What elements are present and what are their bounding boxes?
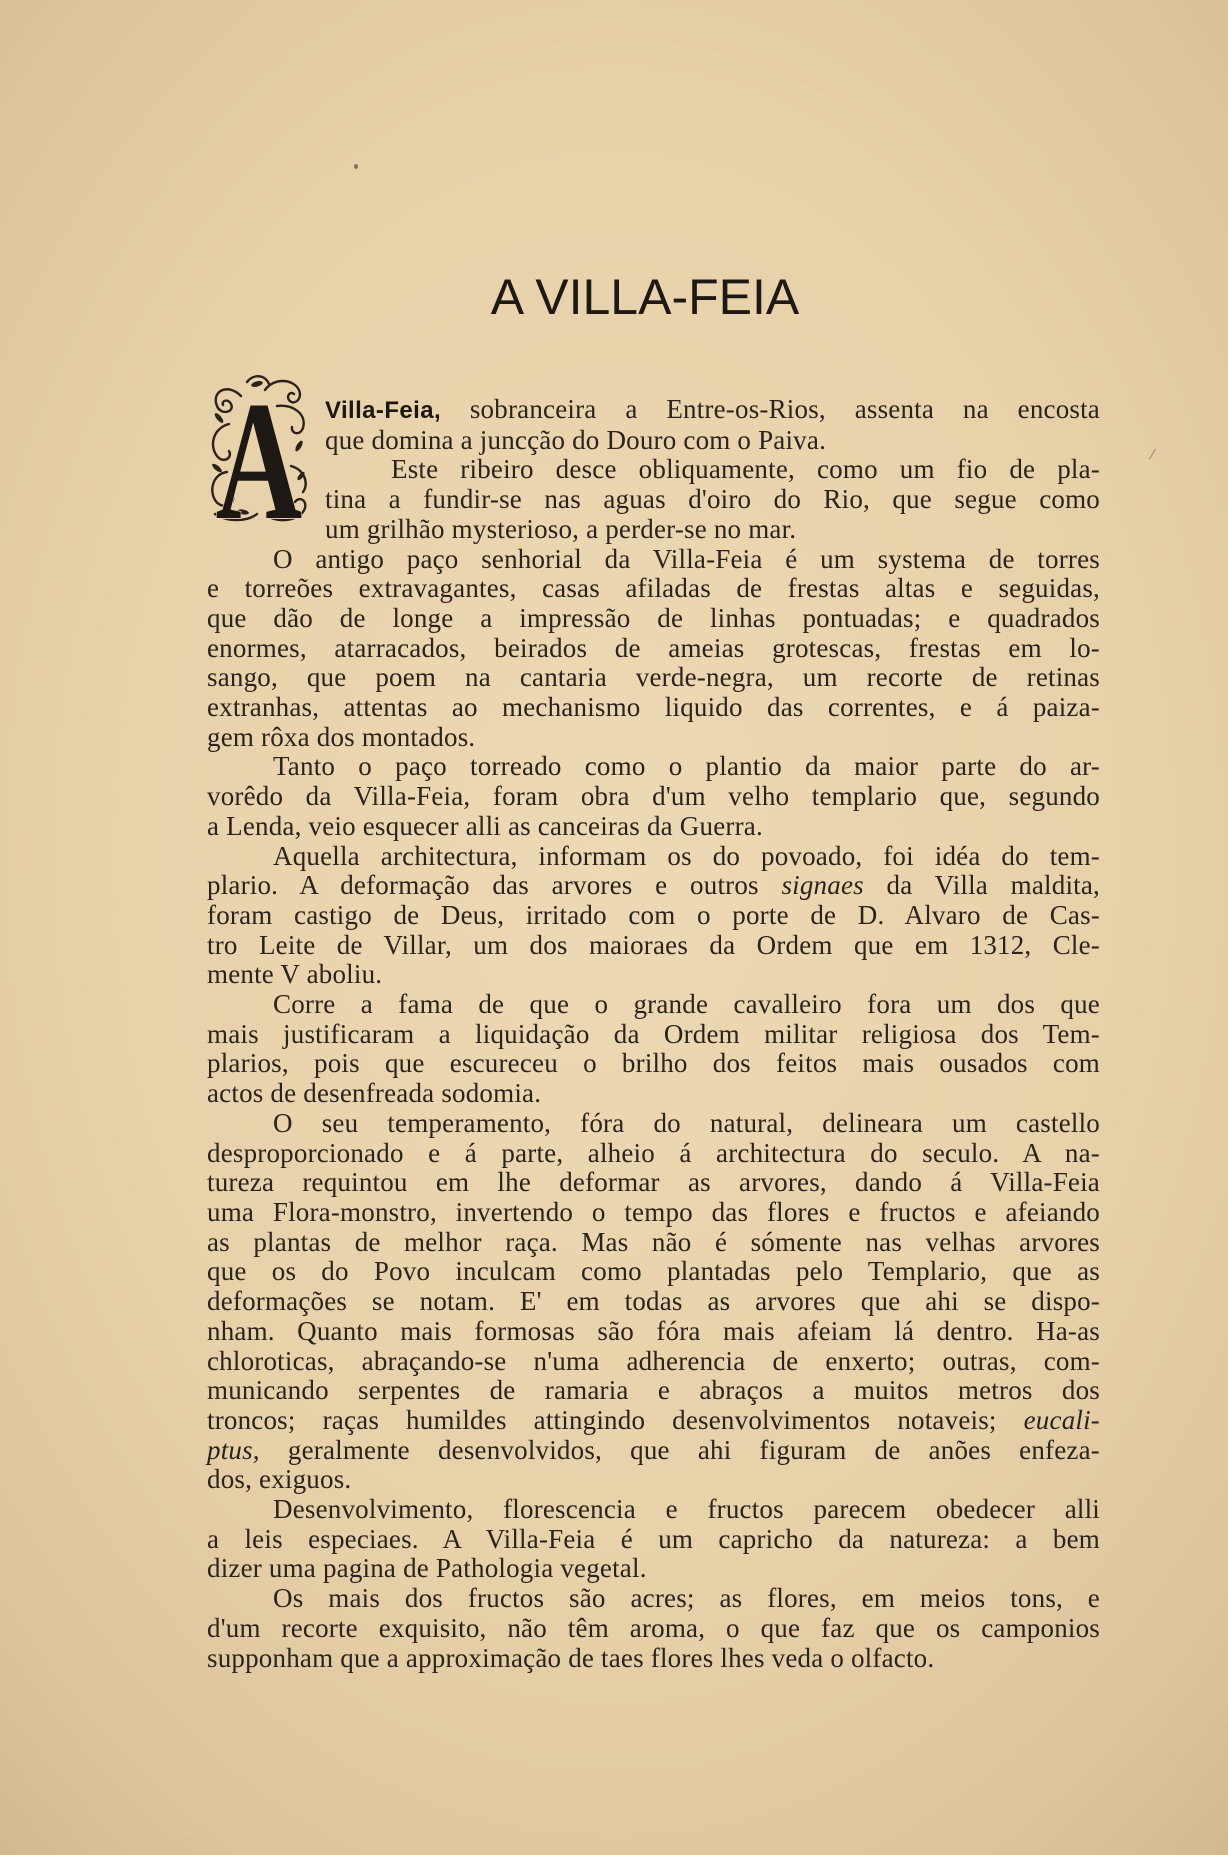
text-line: uma Flora-monstro, invertendo o tempo das flores e fructos e afeiando	[207, 1196, 1100, 1227]
paragraph	[207, 842, 1100, 991]
text-line: Aquella architectura, informam os do povoado, foi idéa do tem-	[273, 840, 1100, 871]
text-line: d'um recorte exquisito, não têm aroma, o que faz que os camponios	[207, 1612, 1100, 1643]
paragraph	[207, 1109, 1100, 1495]
drop-cap-letter: A	[215, 366, 303, 556]
text-line: um grilhão mysterioso, a perder-se no mar.	[325, 513, 797, 544]
text-line: O seu temperamento, fóra do natural, delineara um castello	[273, 1107, 1100, 1138]
text-line: deformações se notam. E' em todas as arvores que ahi se dispo-	[207, 1286, 1100, 1317]
text-line: extranhas, attentas ao mechanismo liquido das correntes, e á paiza-	[207, 692, 1100, 723]
text-line: que dão de longe a impressão de linhas pontuadas; e quadrados	[207, 602, 1100, 633]
paragraph	[207, 1584, 1100, 1673]
paragraph	[207, 545, 1100, 753]
drop-cap-ornament	[207, 366, 311, 556]
text-line: O antigo paço senhorial da Villa-Feia é um systema de torres	[273, 543, 1100, 574]
text-run: troncos; raças humildes attingindo desenvolvimentos notaveis;	[207, 1404, 1024, 1435]
drop-cap	[207, 366, 325, 556]
body-text	[207, 366, 1101, 1673]
text-line	[207, 395, 1100, 426]
text-line: foram castigo de Deus, irritado com o porte de D. Alvaro de Cas-	[207, 899, 1100, 930]
text-line: Os mais dos fructos são acres; as flores, em meios tons, e	[273, 1583, 1100, 1614]
text-line: Desenvolvimento, florescencia e fructos parecem obedecer alli	[273, 1494, 1100, 1525]
text-line	[207, 1406, 1100, 1436]
text-line: dizer uma pagina de Pathologia vegetal.	[207, 1553, 647, 1584]
text-line: gem rôxa dos montados.	[207, 721, 476, 752]
text-line: Tanto o paço torreado como o plantio da maior parte do ar-	[273, 751, 1100, 782]
text-line: a Lenda, veio esquecer alli as canceiras da Guerra.	[207, 810, 763, 841]
text-line: as plantas de melhor raça. Mas não é sómente nas velhas arvores	[207, 1226, 1100, 1257]
text-line: vorêdo da Villa-Feia, foram obra d'um velho templario que, segundo	[207, 781, 1100, 812]
text-run: plario. A deformação das arvores e outros	[207, 870, 782, 901]
text-line: Este ribeiro desce obliquamente, como um fio de pla-	[391, 454, 1100, 485]
paragraph	[207, 1495, 1100, 1584]
text-line: e torreões extravagantes, casas afiladas de frestas altas e seguidas,	[207, 573, 1100, 604]
text-line: enormes, atarracados, beirados de ameias grotescas, frestas em lo-	[207, 632, 1100, 663]
text-line: tureza requintou em lhe deformar as arvores, dando á Villa-Feia	[207, 1167, 1100, 1198]
text-run: sobranceira a Entre-os-Rios, assenta na encosta	[441, 394, 1100, 424]
text-line: chloroticas, abraçando-se n'uma adherencia de enxerto; outras, com-	[207, 1345, 1100, 1376]
text-run: da Villa maldita,	[863, 870, 1101, 901]
text-line: a leis especiaes. A Villa-Feia é um capricho da natureza: a bem	[207, 1523, 1100, 1554]
text-line: sango, que poem na cantaria verde-negra, um recorte de retinas	[207, 662, 1100, 693]
text-line: que domina a juncção do Douro com o Paiva.	[325, 424, 827, 455]
text-line: tina a fundir-se nas aguas d'oiro do Rio, que segue como	[325, 484, 1100, 515]
emphasis-italic: ptus,	[207, 1434, 260, 1465]
text-line: dos, exiguos.	[207, 1464, 352, 1495]
text-run: geralmente desenvolvidos, que ahi figuram de anões enfeza-	[259, 1434, 1100, 1465]
text-line: mais justificaram a liquidação da Ordem militar religiosa dos Tem-	[207, 1018, 1100, 1049]
text-line: desproporcionado e á parte, alheio á architectura do seculo. A na-	[207, 1137, 1100, 1168]
emphasis-italic: signaes	[781, 870, 864, 901]
text-line: Corre a fama de que o grande cavalleiro fora um dos que	[273, 989, 1100, 1020]
text-line: tro Leite de Villar, um dos maioraes da Ordem que em 1312, Cle-	[207, 929, 1100, 960]
text-line: supponham que a approximação de taes flores lhes veda o olfacto.	[207, 1642, 935, 1673]
text-line: actos de desenfreada sodomia.	[207, 1078, 542, 1109]
text-line: mente V aboliu.	[207, 959, 383, 990]
text-line: que os do Povo inculcam como plantadas pelo Templario, que as	[207, 1256, 1100, 1287]
text-line	[207, 1436, 1100, 1466]
emphasis-bold: Villa-Feia,	[325, 397, 442, 424]
paragraph	[207, 990, 1100, 1109]
scan-speck	[354, 164, 358, 169]
scan-mark	[1149, 449, 1156, 460]
paragraph	[207, 455, 1100, 544]
paragraph	[207, 752, 1100, 841]
emphasis-italic: eucali-	[1023, 1404, 1100, 1435]
page-title: A VILLA-FEIA	[490, 269, 800, 325]
text-line	[207, 871, 1100, 901]
text-line: plarios, pois que escureceu o brilho dos feitos mais ousados com	[207, 1048, 1100, 1079]
opening-paragraph	[207, 395, 1100, 455]
text-line: nham. Quanto mais formosas são fóra mais afeiam lá dentro. Ha-as	[207, 1315, 1100, 1346]
text-line: municando serpentes de ramaria e abraços a muitos metros dos	[207, 1375, 1100, 1406]
